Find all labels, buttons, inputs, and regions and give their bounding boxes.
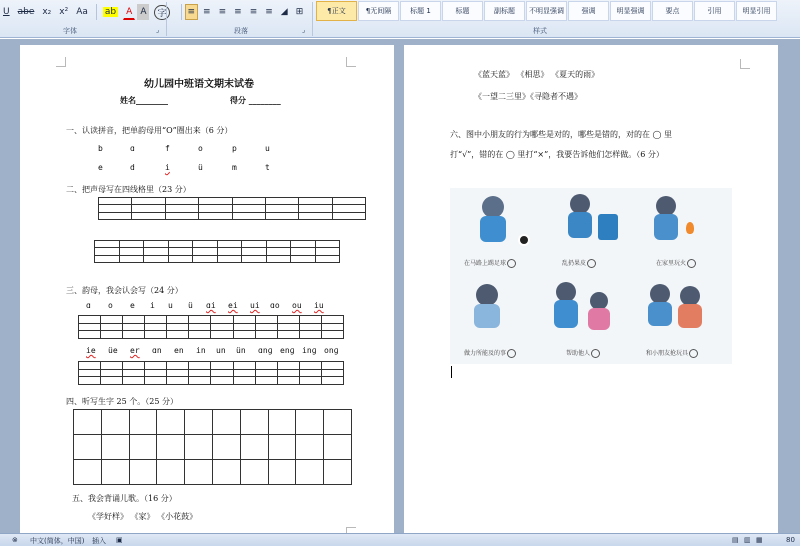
question-3: 三、韵母，我会认会写（24 分） xyxy=(66,286,183,295)
style-emphasis[interactable]: 强调 xyxy=(568,1,609,21)
caption xyxy=(646,348,698,358)
ribbon xyxy=(0,0,800,38)
style-intense-emphasis[interactable]: 明显强调 xyxy=(610,1,651,21)
name-label: 姓名________ xyxy=(120,95,168,105)
vowel: ɑo xyxy=(270,301,280,310)
q1-letter: ü xyxy=(198,163,203,172)
vowel: enɡ xyxy=(280,346,295,355)
font-toolbar xyxy=(0,3,308,21)
vowel: ɑn xyxy=(152,346,162,355)
fire-icon xyxy=(686,222,694,234)
status-bar xyxy=(0,533,800,546)
question-1: 一、认读拼音，把单韵母用“O”圈出来（6 分） xyxy=(66,126,233,135)
macro-record-icon[interactable]: ▣ xyxy=(116,536,123,544)
behavior-illustration xyxy=(450,188,732,364)
question-4: 四、听写生字 25 个。（25 分） xyxy=(66,397,178,406)
align-center-button[interactable]: ≡ xyxy=(203,7,211,17)
vowel: e xyxy=(130,301,135,310)
page-title: 幼儿园中班语文期末试卷 xyxy=(144,79,254,90)
q1-letter: i xyxy=(165,163,170,172)
four-line-grid xyxy=(78,361,344,385)
question-2: 二、把声母写在四线格里（23 分） xyxy=(66,185,191,194)
margin-corner xyxy=(346,57,356,67)
child-figure xyxy=(656,196,676,216)
spellcheck-icon[interactable]: ⊗ xyxy=(12,536,18,544)
style-title[interactable]: 标题 xyxy=(442,1,483,21)
group-divider xyxy=(312,2,313,36)
font-color-button[interactable]: A xyxy=(123,4,135,20)
answer-circle[interactable] xyxy=(507,259,516,268)
highlighter-icon: ab xyxy=(104,7,117,17)
vowel: un xyxy=(216,346,226,355)
page-2[interactable] xyxy=(404,45,778,533)
child-figure xyxy=(678,304,702,328)
child-figure xyxy=(588,308,610,330)
q1-letter: p xyxy=(232,144,237,153)
print-layout-view-button[interactable]: ▤ xyxy=(732,536,739,544)
paragraph-group-label: 段落 xyxy=(234,27,248,35)
language-status[interactable]: 中文(简体，中国) xyxy=(30,537,85,545)
child-figure xyxy=(568,212,592,238)
caption-text: 帮助他人 xyxy=(566,350,591,357)
group-divider xyxy=(166,2,167,36)
q1-letter: d xyxy=(130,163,135,172)
vowel: üe xyxy=(108,346,118,355)
child-figure xyxy=(680,286,700,306)
scene-playing-fire xyxy=(640,192,730,254)
separator xyxy=(96,4,97,20)
vowel: inɡ xyxy=(302,346,317,355)
styles-group-label: 样式 xyxy=(533,27,547,35)
caption xyxy=(566,348,600,358)
distributed-button[interactable]: ≡ xyxy=(249,7,258,17)
style-strong[interactable]: 要点 xyxy=(652,1,693,21)
answer-circle[interactable] xyxy=(689,349,698,358)
child-figure xyxy=(556,282,576,302)
style-intense-quote[interactable]: 明显引用 xyxy=(736,1,777,21)
enclosed-char-icon: 字 xyxy=(154,5,169,20)
style-subtitle[interactable]: 副标题 xyxy=(484,1,525,21)
vowel: u xyxy=(168,301,173,310)
answer-circle[interactable] xyxy=(587,259,596,268)
vowel: iu xyxy=(314,301,324,310)
caption xyxy=(464,258,516,268)
style-no-spacing[interactable]: ¶无间隔 xyxy=(358,1,399,21)
trash-bin-icon xyxy=(598,214,618,240)
zoom-level[interactable]: 80 xyxy=(786,536,795,544)
child-figure xyxy=(570,194,590,214)
vowel: in xyxy=(196,346,206,355)
child-figure xyxy=(482,196,504,218)
vowel: ui xyxy=(250,301,260,310)
vowel: ɑnɡ xyxy=(258,346,273,355)
question-6-line2: 打“√”，错的在 ◯ 里打“×”，我要告诉他们怎样做。（6 分） xyxy=(450,150,664,159)
q3-vowels-row2 xyxy=(86,346,338,355)
four-line-grid xyxy=(78,315,344,339)
styles-gallery xyxy=(316,1,792,23)
enclose-char-button[interactable] xyxy=(151,4,172,20)
answer-circle[interactable] xyxy=(507,349,516,358)
caption-text: 做力所能及的事 xyxy=(464,350,507,357)
subscript-button[interactable]: x₂ xyxy=(42,7,52,17)
question-6-line1: 六、图中小朋友的行为哪些是对的，哪些是错的，对的在 ◯ 里 xyxy=(450,130,673,139)
scene-street-soccer xyxy=(454,192,544,254)
child-figure xyxy=(474,304,500,328)
style-normal[interactable]: ¶正文 xyxy=(316,1,357,21)
margin-corner xyxy=(740,59,750,69)
caption-text: 和小朋友抢玩具 xyxy=(646,350,689,357)
q1-letter: m xyxy=(232,163,237,172)
caption-text: 乱扔果皮 xyxy=(562,260,587,267)
vowel: en xyxy=(174,346,184,355)
highlight-color-button[interactable] xyxy=(100,4,121,20)
child-figure xyxy=(476,284,498,306)
style-subtle-emphasis[interactable]: 不明显强调 xyxy=(526,1,567,21)
vowel: ie xyxy=(86,346,96,355)
q3-vowels-row1 xyxy=(86,301,324,310)
child-figure xyxy=(554,300,578,328)
child-figure xyxy=(650,284,670,304)
paint-bucket-icon: ◢ xyxy=(280,7,288,17)
align-right-button[interactable]: ≡ xyxy=(218,7,227,17)
vowel: onɡ xyxy=(324,346,339,355)
web-layout-view-button[interactable]: ▦ xyxy=(756,536,763,544)
song-list: 《蓝天蓝》 《相思》 《夏天的雨》 xyxy=(474,70,600,79)
child-figure xyxy=(654,214,678,240)
vowel: o xyxy=(108,301,113,310)
borders-button[interactable] xyxy=(293,4,307,20)
strikethrough-button[interactable]: abe xyxy=(17,7,35,17)
answer-circle[interactable] xyxy=(591,349,600,358)
shading-button[interactable] xyxy=(278,4,291,20)
scene-grabbing-toys xyxy=(640,280,730,342)
align-left-button[interactable]: ≡ xyxy=(185,4,199,20)
q1-letter: ɑ xyxy=(130,144,135,153)
font-group-label: 字体 xyxy=(63,27,77,35)
scene-littering xyxy=(548,192,638,254)
vowel: ün xyxy=(236,346,246,355)
justify-button[interactable]: ≡ xyxy=(234,7,242,17)
scene-chores xyxy=(454,280,544,342)
song-list: 《学好样》 《家》 《小花鼓》 xyxy=(88,512,198,521)
separator xyxy=(181,4,182,20)
q1-letter: e xyxy=(98,163,103,172)
text-cursor xyxy=(451,366,452,378)
q1-letter: t xyxy=(265,163,270,172)
paragraph-dialog-launcher[interactable]: ⌟ xyxy=(302,26,306,34)
page-1[interactable] xyxy=(20,45,394,533)
q1-letter: o xyxy=(198,144,203,153)
caption xyxy=(562,258,596,268)
soccer-ball-icon xyxy=(518,234,530,246)
border-grid-icon: ⊞ xyxy=(295,7,304,17)
vowel: ɑi xyxy=(206,301,216,310)
style-heading-1[interactable]: 标题 1 xyxy=(400,1,441,21)
dictation-grid xyxy=(73,409,352,485)
caption-text: 在马路上踢足球 xyxy=(464,260,507,267)
line-spacing-button[interactable]: ≡ xyxy=(265,7,273,17)
caption-text: 在家里玩火 xyxy=(656,260,687,267)
caption xyxy=(464,348,516,358)
document-area[interactable] xyxy=(0,39,800,533)
song-list: 《一望二三里》《寻隐者不遇》 xyxy=(474,92,582,101)
full-screen-view-button[interactable]: ▥ xyxy=(744,536,751,544)
char-shading-button[interactable]: A xyxy=(137,4,149,20)
vowel: ü xyxy=(188,301,193,310)
style-quote[interactable]: 引用 xyxy=(694,1,735,21)
scene-helping xyxy=(548,280,638,342)
q1-letter: u xyxy=(265,144,270,153)
vowel: ou xyxy=(292,301,302,310)
margin-corner xyxy=(56,57,66,67)
four-line-grid xyxy=(98,197,366,220)
answer-circle[interactable] xyxy=(687,259,696,268)
vowel: i xyxy=(150,301,155,310)
q1-letter: b xyxy=(98,144,103,153)
q1-letter: f xyxy=(165,144,170,153)
vowel: ei xyxy=(228,301,238,310)
change-case-button[interactable]: Aa xyxy=(76,7,88,17)
underline-button[interactable]: U xyxy=(3,7,10,17)
font-dialog-launcher[interactable]: ⌟ xyxy=(156,26,160,34)
child-figure xyxy=(648,302,672,326)
superscript-button[interactable]: x² xyxy=(59,7,69,17)
child-figure xyxy=(480,216,506,242)
caption xyxy=(656,258,696,268)
vowel: ɑ xyxy=(86,301,91,310)
question-5: 五、我会背诵儿歌。（16 分） xyxy=(72,494,177,503)
vowel: er xyxy=(130,346,140,355)
score-label: 得分 ________ xyxy=(230,95,281,105)
four-line-grid xyxy=(94,240,340,263)
insert-mode-status[interactable]: 插入 xyxy=(92,537,106,545)
